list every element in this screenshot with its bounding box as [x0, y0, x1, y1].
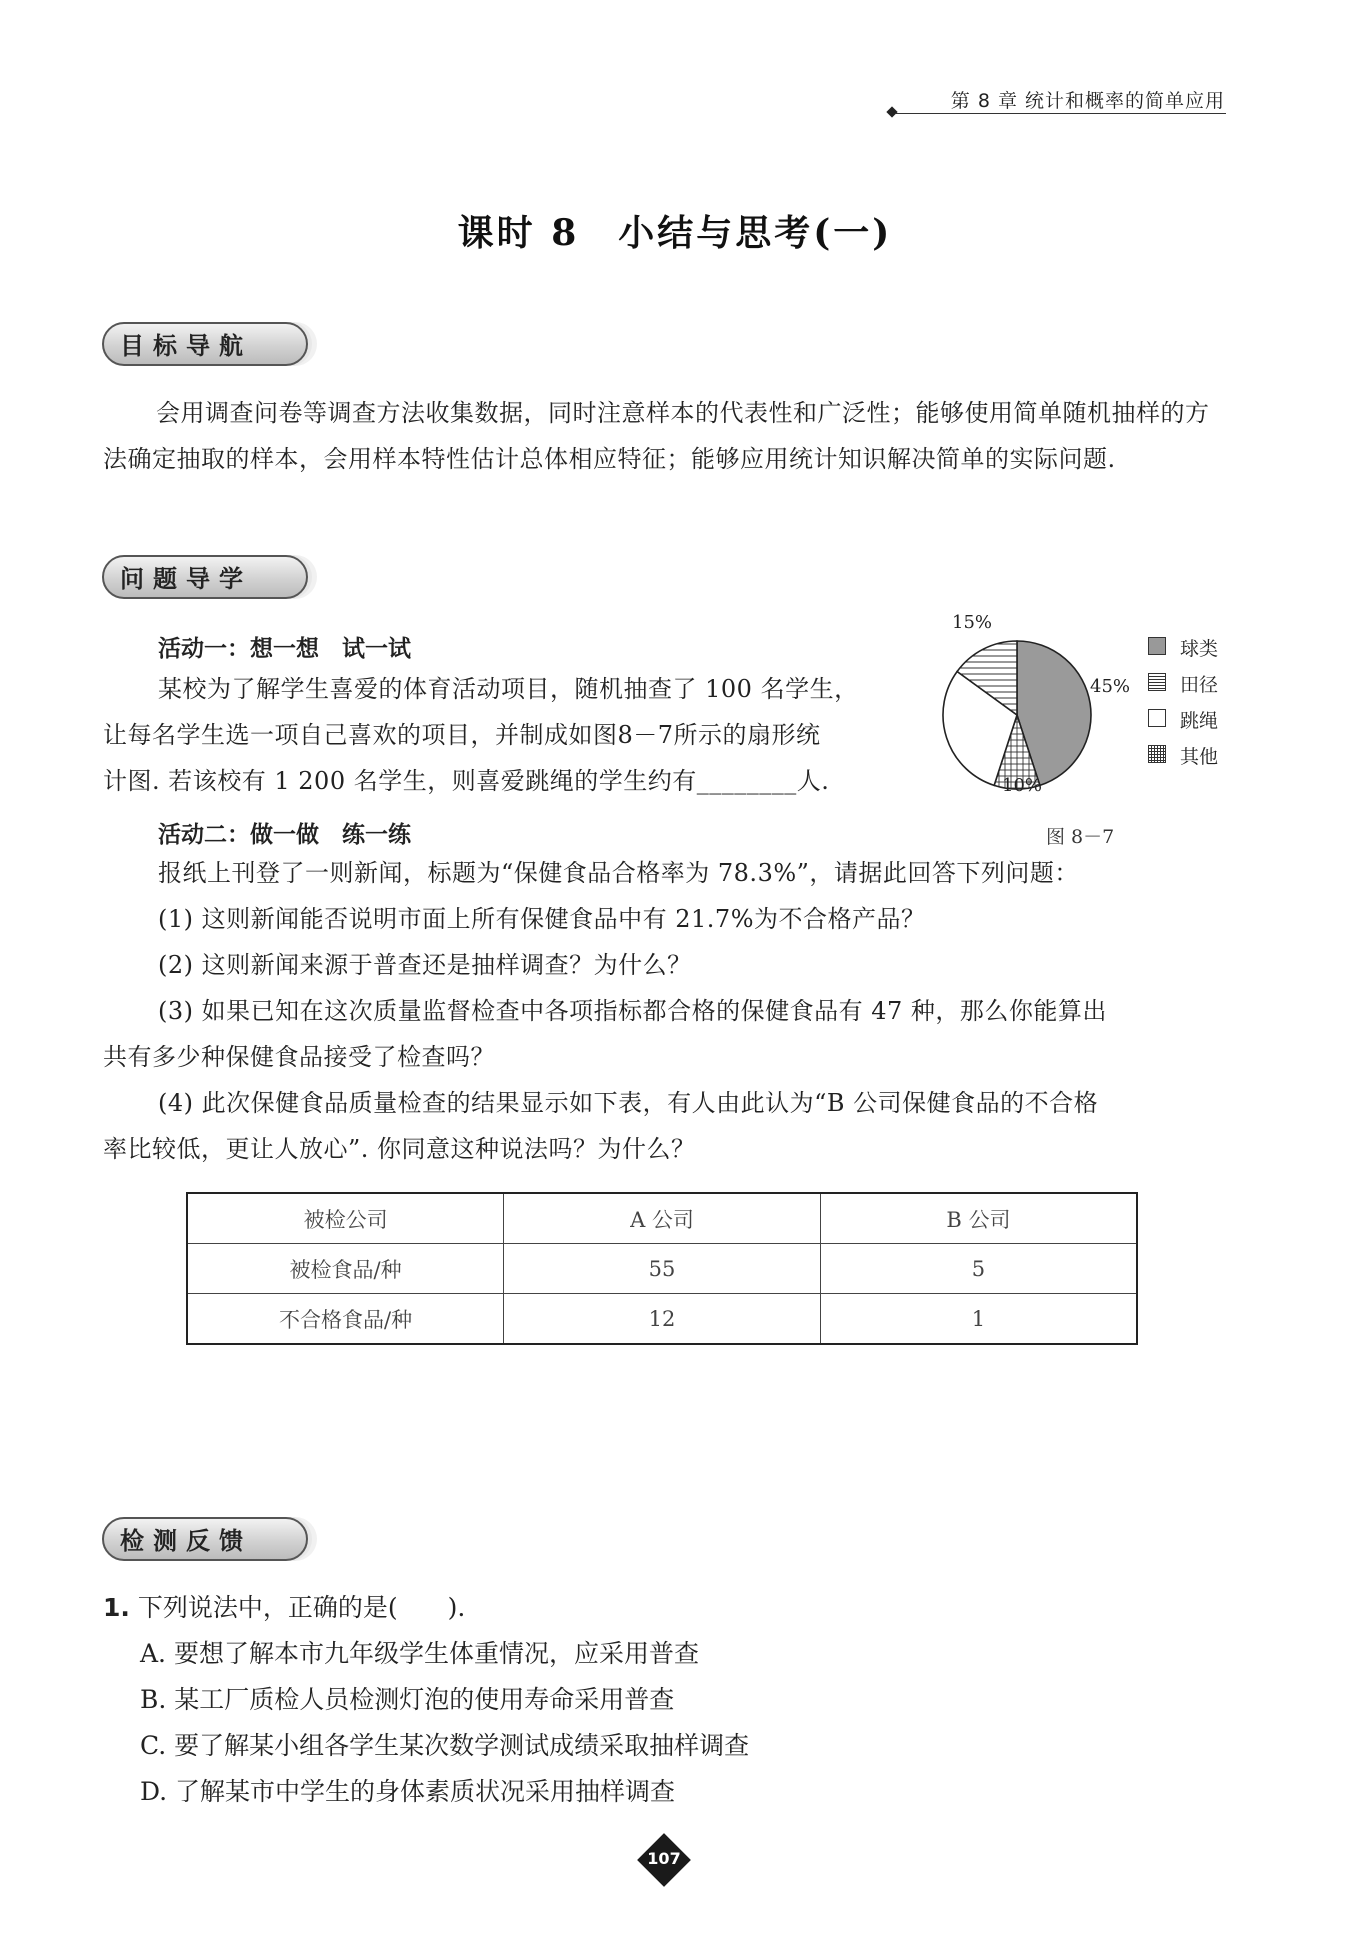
- page-number: 107: [647, 1849, 681, 1868]
- table-header-cell: B 公司: [820, 1193, 1137, 1244]
- section-badge-goals: 目标导航: [102, 322, 308, 366]
- option-a: A. 要想了解本市九年级学生体重情况，应采用普查: [140, 1639, 699, 1668]
- table-cell: 5: [820, 1244, 1137, 1294]
- goals-text: 会用调查问卷等调查方法收集数据，同时注意样本的代表性和广泛性；能够使用简单随机抽样的方法确定抽取的样本，会用样本特性估计总体相应特征；能够应用统计知识解决简单的实际问题.: [103, 399, 1210, 473]
- figure-caption: 图 8－7: [1046, 826, 1115, 848]
- table-row: [187, 1294, 1137, 1345]
- pie-label-other: 10%: [1002, 775, 1043, 796]
- activity1-line1: 某校为了解学生喜爱的体育活动项目，随机抽查了 100 名学生，: [158, 675, 859, 703]
- table-header-row: [187, 1193, 1137, 1244]
- pie-label-ball: 45%: [1090, 676, 1131, 697]
- question-number: 1.: [103, 1593, 130, 1622]
- legend-swatch-ball: [1148, 637, 1166, 655]
- section-badge-guide: 问题导学: [102, 555, 308, 599]
- table-cell: 1: [820, 1294, 1137, 1345]
- table-cell: 55: [504, 1244, 821, 1294]
- activity1-heading: 活动一：想一想 试一试: [158, 636, 411, 662]
- inspection-table: [186, 1192, 1138, 1345]
- activity2-q1: (1) 这则新闻能否说明市面上所有保健食品中有 21.7%为不合格产品？: [158, 905, 926, 933]
- header-rule: [896, 113, 1226, 114]
- activity2-q4-line1: (4) 此次保健食品质量检查的结果显示如下表，有人由此认为“B 公司保健食品的不合格: [158, 1089, 1099, 1117]
- pie-label-track: 15%: [952, 612, 993, 633]
- chapter-header: 第 8 章 统计和概率的简单应用: [950, 90, 1225, 112]
- activity1-line2: 让每名学生选一项自己喜欢的项目，并制成如图8－7所示的扇形统: [103, 721, 821, 749]
- option-c: C. 要了解某小组各学生某次数学测试成绩采取抽样调查: [140, 1731, 750, 1760]
- legend-swatch-rope: [1148, 709, 1166, 727]
- activity2-q3-line2: 共有多少种保健食品接受了检查吗？: [103, 1043, 495, 1071]
- activity2-q2: (2) 这则新闻来源于普查还是抽样调查？为什么？: [158, 951, 692, 979]
- question-stem: 下列说法中，正确的是( ).: [137, 1593, 466, 1622]
- table-header-cell: A 公司: [504, 1193, 821, 1244]
- table-cell: 不合格食品/种: [187, 1294, 504, 1345]
- table-header-cell: 被检公司: [187, 1193, 504, 1244]
- legend-label-track: 田径: [1180, 674, 1219, 696]
- option-b: B. 某工厂质检人员检测灯泡的使用寿命采用普查: [140, 1685, 675, 1714]
- legend-swatch-other: [1148, 745, 1166, 763]
- table-cell: 12: [504, 1294, 821, 1345]
- legend-label-rope: 跳绳: [1180, 710, 1219, 732]
- activity1-line3: 计图. 若该校有 1 200 名学生，则喜爱跳绳的学生约有________人.: [103, 767, 830, 795]
- activity2-heading: 活动二：做一做 练一练: [158, 822, 411, 848]
- table-cell: 被检食品/种: [187, 1244, 504, 1294]
- activity2-q4-line2: 率比较低，更让人放心”. 你同意这种说法吗？为什么？: [103, 1135, 696, 1163]
- legend-label-other: 其他: [1180, 746, 1219, 768]
- activity2-intro: 报纸上刊登了一则新闻，标题为“保健食品合格率为 78.3%”，请据此回答下列问题：: [158, 859, 1079, 887]
- lesson-title: 课时 8 小结与思考(一): [457, 212, 893, 254]
- option-d: D. 了解某市中学生的身体素质状况采用抽样调查: [140, 1777, 676, 1806]
- section-badge-feedback: 检测反馈: [102, 1517, 308, 1561]
- activity2-q3-line1: (3) 如果已知在这次质量监督检查中各项指标都合格的保健食品有 47 种，那么你能算出: [158, 997, 1107, 1025]
- legend-swatch-track: [1148, 673, 1166, 691]
- table-row: [187, 1244, 1137, 1294]
- legend-label-ball: 球类: [1180, 638, 1219, 660]
- feedback-question-1: [103, 1588, 465, 1624]
